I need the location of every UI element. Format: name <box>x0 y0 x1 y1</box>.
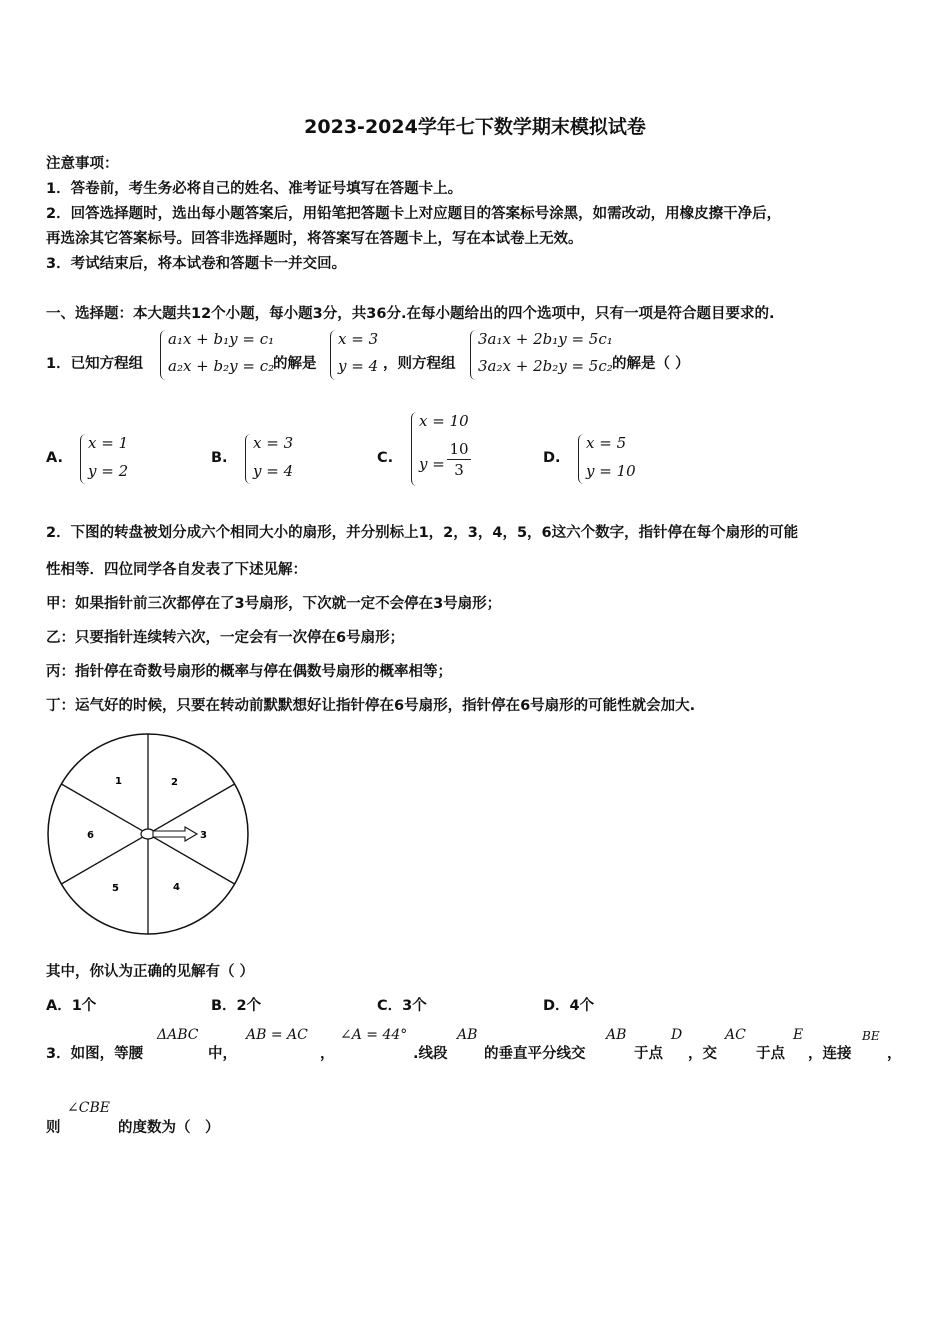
equation-row: y = 4 <box>338 357 379 375</box>
page-title: 2023-2024学年七下数学期末模拟试卷 <box>304 116 646 138</box>
q2-question: 其中，你认为正确的见解有（ ） <box>46 964 255 980</box>
q3-text: .线段 <box>413 1046 448 1062</box>
option-b-label: B. <box>211 450 228 466</box>
q3-text: ，连接 <box>808 1046 852 1062</box>
equation-row: a₂x + b₂y = c₂ <box>168 357 275 375</box>
q1-system-2 <box>470 328 613 384</box>
q3-math: ∠CBE <box>67 1100 110 1116</box>
sector-label: 5 <box>112 883 119 894</box>
q3-text: 3．如图，等腰 <box>46 1046 144 1062</box>
option-d-label: D. <box>543 450 561 466</box>
q3-math: D <box>671 1027 683 1043</box>
q2-option-a: A．1个 <box>46 998 97 1014</box>
sector-label: 6 <box>87 830 94 841</box>
option-a-label: A. <box>46 450 63 466</box>
section-heading: 一、选择题：本大题共12个小题，每小题3分，共36分.在每小题给出的四个选项中，只有一项是符合题目要求的. <box>46 306 775 322</box>
option-c-label: C. <box>377 450 394 466</box>
q1-solution <box>330 328 390 384</box>
equation-row: x = 5 <box>586 434 627 452</box>
q3-text: 中， <box>208 1046 237 1062</box>
q1-mid2: ，则方程组 <box>383 356 456 372</box>
q3-text: 的度数为（ ） <box>118 1120 220 1136</box>
q2-text: 性相等．四位同学各自发表了下述见解： <box>46 562 307 578</box>
equation-row: 3a₁x + 2b₁y = 5c₁ <box>478 330 613 348</box>
sector-label: 3 <box>200 830 207 841</box>
spinner-figure <box>45 732 251 938</box>
sector-label: 4 <box>173 882 180 893</box>
q2-view-ding: 丁：运气好的时候，只要在转动前默默想好让指针停在6号扇形，指针停在6号扇形的可能性就会加大. <box>46 698 696 714</box>
q3-text: ，交 <box>688 1046 717 1062</box>
equation-row: 3a₂x + 2b₂y = 5c₂ <box>478 357 613 375</box>
q2-option-d: D．4个 <box>543 998 595 1014</box>
q3-math: AB <box>457 1027 478 1043</box>
q1-system-1 <box>160 328 275 384</box>
q3-text: 于点 <box>634 1046 663 1062</box>
equation-row: y = 4 <box>253 462 294 480</box>
q3-text: 的垂直平分线交 <box>484 1046 586 1062</box>
equation-row: x = 10 <box>419 412 469 430</box>
q1-suffix: 的解是（ ） <box>612 356 690 372</box>
equation-row: a₁x + b₁y = c₁ <box>168 330 275 348</box>
q2-view-yi: 乙：只要指针连续转六次，一定会有一次停在6号扇形； <box>46 630 405 646</box>
notice-item: 再选涂其它答案标号。回答非选择题时，将答案写在答题卡上，写在本试卷上无效。 <box>46 231 583 247</box>
q3-math: ∠A = 44° <box>340 1027 408 1043</box>
fraction <box>447 440 471 479</box>
notice-heading: 注意事项： <box>46 156 119 172</box>
q3-text: ， <box>887 1046 902 1062</box>
q2-view-bing: 丙：指针停在奇数号扇形的概率与停在偶数号扇形的概率相等； <box>46 664 452 680</box>
sector-label: 1 <box>115 776 122 787</box>
q3-math: ΔABC <box>157 1027 199 1043</box>
q3-math: AB <box>606 1027 627 1043</box>
notice-item: 2．回答选择题时，选出每小题答案后，用铅笔把答题卡上对应题目的答案标号涂黑，如需改动，用橡皮擦干净后， <box>46 206 782 222</box>
q3-math: E <box>793 1027 804 1043</box>
q2-option-c: C．3个 <box>377 998 427 1014</box>
equation-row: y = 10 <box>586 462 636 480</box>
q1-mid: 的解是 <box>273 356 317 372</box>
option-d-system <box>578 432 648 488</box>
q2-option-b: B．2个 <box>211 998 262 1014</box>
q3-text: ， <box>320 1046 335 1062</box>
equation-row: x = 3 <box>253 434 294 452</box>
option-b-system <box>245 432 315 488</box>
equation-row: y = <box>419 455 445 473</box>
pointer-arrow-icon <box>153 827 197 841</box>
q1-prefix: 1．已知方程组 <box>46 356 144 372</box>
fraction-numerator: 10 <box>449 440 469 458</box>
q2-text: 2．下图的转盘被划分成六个相同大小的扇形，并分别标上1，2，3，4，5，6这六个数字，指针停在每个扇形的可能 <box>46 525 799 541</box>
q3-math: AC <box>725 1027 746 1043</box>
q2-view-jia: 甲：如果指针前三次都停在了3号扇形，下次就一定不会停在3号扇形； <box>46 596 502 612</box>
sector-label: 2 <box>171 777 178 788</box>
equation-row: y = 2 <box>88 462 129 480</box>
equation-row: x = 1 <box>88 434 129 452</box>
fraction-denominator: 3 <box>454 461 464 479</box>
notice-item: 1．答卷前，考生务必将自己的姓名、准考证号填写在答题卡上。 <box>46 181 463 197</box>
q3-text: 则 <box>46 1120 61 1136</box>
equation-row: x = 3 <box>338 330 379 348</box>
notice-item: 3．考试结束后，将本试卷和答题卡一并交回。 <box>46 256 347 272</box>
q3-math: AB = AC <box>246 1027 308 1043</box>
option-a-system <box>80 432 150 488</box>
q3-text: 于点 <box>756 1046 785 1062</box>
option-c-system <box>411 410 491 488</box>
q3-math: BE <box>862 1029 880 1043</box>
